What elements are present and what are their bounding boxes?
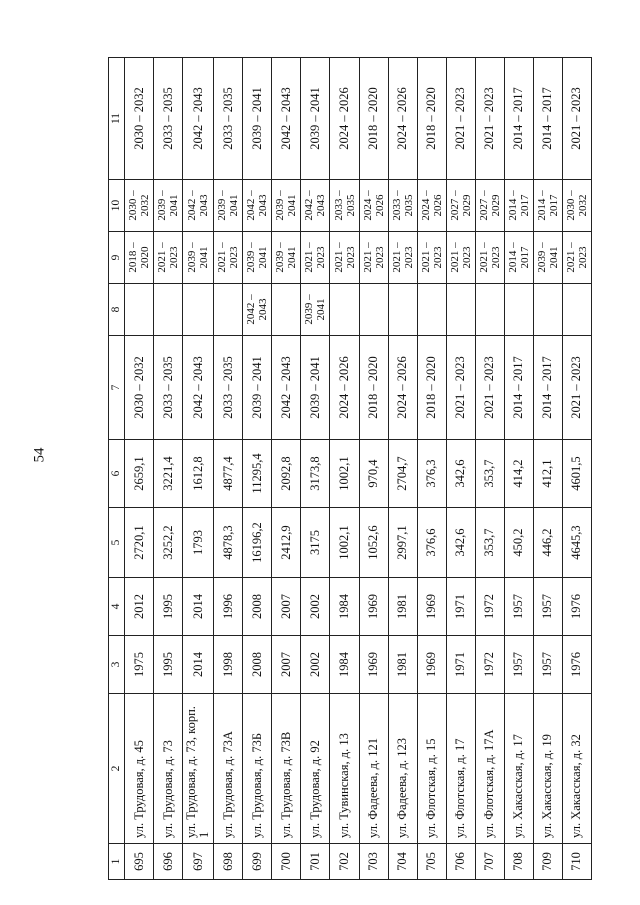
year-built-cell: 1969 [359,636,388,694]
table-body [125,58,592,880]
facade-period-cell: 2033 – 2035 [388,180,417,232]
overall-period-cell: 2018 – 2020 [359,58,388,180]
address-cell: ул. Трудовая, д. 73В [272,694,301,844]
year-built-cell: 1998 [214,636,243,694]
year-commissioned-cell: 1969 [417,578,446,636]
row-number-cell: 697 [183,844,214,880]
year-built-cell: 2008 [243,636,272,694]
table-row [388,58,417,880]
year-built-cell: 1981 [388,636,417,694]
engineering-period-cell [446,284,475,336]
year-commissioned-cell: 1981 [388,578,417,636]
facade-period-cell: 2030 – 2032 [125,180,154,232]
living-area-cell: 970,4 [359,440,388,508]
year-commissioned-cell: 2014 [183,578,214,636]
year-commissioned-cell: 1996 [214,578,243,636]
year-commissioned-cell: 1972 [475,578,504,636]
living-area-cell: 3221,4 [154,440,183,508]
year-commissioned-cell: 2012 [125,578,154,636]
repair-period-cell: 2033 – 2035 [214,336,243,440]
facade-period-cell: 2024 – 2026 [417,180,446,232]
roof-period-cell: 2021 – 2023 [214,232,243,284]
roof-period-cell: 2039 – 2041 [183,232,214,284]
total-area-cell: 376,6 [417,508,446,578]
repair-period-cell: 2042 – 2043 [183,336,214,440]
repair-period-cell: 2014 – 2017 [533,336,562,440]
living-area-cell: 376,3 [417,440,446,508]
overall-period-cell: 2033 – 2035 [214,58,243,180]
total-area-cell: 1002,1 [330,508,359,578]
year-built-cell: 1957 [533,636,562,694]
facade-period-cell: 2033 – 2035 [330,180,359,232]
rotated-table-container [108,58,592,880]
facade-period-cell: 2030 – 2032 [562,180,591,232]
facade-period-cell: 2042 – 2043 [301,180,330,232]
total-area-cell: 3175 [301,508,330,578]
overall-period-cell: 2021 – 2023 [446,58,475,180]
header-row [109,58,125,880]
year-commissioned-cell: 2002 [301,578,330,636]
column-header: 8 [109,284,125,336]
table-row [359,58,388,880]
overall-period-cell: 2021 – 2023 [562,58,591,180]
table-row [125,58,154,880]
roof-period-cell: 2021 – 2023 [562,232,591,284]
overall-period-cell: 2039 – 2041 [243,58,272,180]
roof-period-cell: 2021 – 2023 [417,232,446,284]
engineering-period-cell [154,284,183,336]
year-commissioned-cell: 1969 [359,578,388,636]
total-area-cell: 4645,3 [562,508,591,578]
row-number-cell: 701 [301,844,330,880]
overall-period-cell: 2033 – 2035 [154,58,183,180]
data-table [108,57,592,880]
year-built-cell: 1975 [125,636,154,694]
engineering-period-cell [475,284,504,336]
facade-period-cell: 2042 – 2043 [183,180,214,232]
facade-period-cell: 2014 – 2017 [504,180,533,232]
column-header: 7 [109,336,125,440]
repair-period-cell: 2018 – 2020 [359,336,388,440]
column-header: 4 [109,578,125,636]
overall-period-cell: 2021 – 2023 [475,58,504,180]
row-number-cell: 705 [417,844,446,880]
table-row [533,58,562,880]
repair-period-cell: 2042 – 2043 [272,336,301,440]
row-number-cell: 710 [562,844,591,880]
year-built-cell: 1995 [154,636,183,694]
repair-period-cell: 2021 – 2023 [562,336,591,440]
engineering-period-cell [214,284,243,336]
year-commissioned-cell: 2008 [243,578,272,636]
column-header: 3 [109,636,125,694]
column-header: 1 [109,844,125,880]
year-built-cell: 1969 [417,636,446,694]
engineering-period-cell [388,284,417,336]
column-header: 11 [109,58,125,180]
repair-period-cell: 2039 – 2041 [243,336,272,440]
row-number-cell: 699 [243,844,272,880]
year-commissioned-cell: 1995 [154,578,183,636]
total-area-cell: 450,2 [504,508,533,578]
roof-period-cell: 2021 – 2023 [330,232,359,284]
repair-period-cell: 2033 – 2035 [154,336,183,440]
roof-period-cell: 2021 – 2023 [359,232,388,284]
repair-period-cell: 2018 – 2020 [417,336,446,440]
total-area-cell: 342,6 [446,508,475,578]
year-commissioned-cell: 1976 [562,578,591,636]
repair-period-cell: 2039 – 2041 [301,336,330,440]
facade-period-cell: 2024 – 2026 [359,180,388,232]
repair-period-cell: 2024 – 2026 [388,336,417,440]
column-header: 2 [109,694,125,844]
row-number-cell: 698 [214,844,243,880]
year-built-cell: 1984 [330,636,359,694]
facade-period-cell: 2027 – 2029 [446,180,475,232]
column-header: 10 [109,180,125,232]
total-area-cell: 353,7 [475,508,504,578]
facade-period-cell: 2027 – 2029 [475,180,504,232]
table-row [475,58,504,880]
address-cell: ул. Трудовая, д. 73А [214,694,243,844]
address-cell: ул. Флотская, д. 17А [475,694,504,844]
address-cell: ул. Фадеева, д. 121 [359,694,388,844]
living-area-cell: 1002,1 [330,440,359,508]
engineering-period-cell [533,284,562,336]
address-cell: ул. Флотская, д. 15 [417,694,446,844]
row-number-cell: 702 [330,844,359,880]
total-area-cell: 2997,1 [388,508,417,578]
address-cell: ул. Трудовая, д. 92 [301,694,330,844]
repair-period-cell: 2021 – 2023 [475,336,504,440]
year-commissioned-cell: 1957 [533,578,562,636]
overall-period-cell: 2024 – 2026 [330,58,359,180]
living-area-cell: 414,2 [504,440,533,508]
year-built-cell: 2007 [272,636,301,694]
roof-period-cell: 2039 – 2041 [533,232,562,284]
engineering-period-cell [359,284,388,336]
address-cell: ул. Трудовая, д. 73Б [243,694,272,844]
engineering-period-cell [330,284,359,336]
living-area-cell: 412,1 [533,440,562,508]
row-number-cell: 700 [272,844,301,880]
living-area-cell: 342,6 [446,440,475,508]
year-commissioned-cell: 1984 [330,578,359,636]
engineering-period-cell [562,284,591,336]
address-cell: ул. Тувинская, д. 13 [330,694,359,844]
table-row [154,58,183,880]
living-area-cell: 11295,4 [243,440,272,508]
roof-period-cell: 2018 – 2020 [125,232,154,284]
year-commissioned-cell: 1957 [504,578,533,636]
total-area-cell: 3252,2 [154,508,183,578]
year-built-cell: 1957 [504,636,533,694]
overall-period-cell: 2042 – 2043 [183,58,214,180]
year-commissioned-cell: 2007 [272,578,301,636]
overall-period-cell: 2042 – 2043 [272,58,301,180]
address-cell: ул. Хакасская, д. 32 [562,694,591,844]
overall-period-cell: 2030 – 2032 [125,58,154,180]
address-cell: ул. Хакасская, д. 19 [533,694,562,844]
overall-period-cell: 2014 – 2017 [533,58,562,180]
total-area-cell: 1793 [183,508,214,578]
column-header: 9 [109,232,125,284]
table-row [214,58,243,880]
table-row [417,58,446,880]
table-row [504,58,533,880]
address-cell: ул. Фадеева, д. 123 [388,694,417,844]
table-row [272,58,301,880]
engineering-period-cell: 2042 – 2043 [243,284,272,336]
roof-period-cell: 2039 – 2041 [243,232,272,284]
living-area-cell: 353,7 [475,440,504,508]
repair-period-cell: 2024 – 2026 [330,336,359,440]
address-cell: ул. Трудовая, д. 73 [154,694,183,844]
roof-period-cell: 2021 – 2023 [301,232,330,284]
repair-period-cell: 2014 – 2017 [504,336,533,440]
total-area-cell: 4878,3 [214,508,243,578]
living-area-cell: 2092,8 [272,440,301,508]
table-row [330,58,359,880]
total-area-cell: 1052,6 [359,508,388,578]
roof-period-cell: 2014 – 2017 [504,232,533,284]
roof-period-cell: 2039 – 2041 [272,232,301,284]
table-row [183,58,214,880]
address-cell: ул. Хакасская, д. 17 [504,694,533,844]
repair-period-cell: 2021 – 2023 [446,336,475,440]
row-number-cell: 709 [533,844,562,880]
facade-period-cell: 2039 – 2041 [272,180,301,232]
engineering-period-cell [504,284,533,336]
year-commissioned-cell: 1971 [446,578,475,636]
engineering-period-cell [272,284,301,336]
roof-period-cell: 2021 – 2023 [388,232,417,284]
row-number-cell: 704 [388,844,417,880]
living-area-cell: 3173,8 [301,440,330,508]
year-built-cell: 1972 [475,636,504,694]
facade-period-cell: 2042 – 2043 [243,180,272,232]
row-number-cell: 703 [359,844,388,880]
facade-period-cell: 2039 – 2041 [214,180,243,232]
column-header: 6 [109,440,125,508]
table-wrapper [108,58,592,880]
row-number-cell: 695 [125,844,154,880]
page-number: 54 [31,447,48,463]
overall-period-cell: 2014 – 2017 [504,58,533,180]
facade-period-cell: 2014 – 2017 [533,180,562,232]
living-area-cell: 4601,5 [562,440,591,508]
living-area-cell: 4877,4 [214,440,243,508]
year-built-cell: 2002 [301,636,330,694]
table-row [301,58,330,880]
repair-period-cell: 2030 – 2032 [125,336,154,440]
row-number-cell: 708 [504,844,533,880]
engineering-period-cell [183,284,214,336]
facade-period-cell: 2039 – 2041 [154,180,183,232]
engineering-period-cell: 2039 – 2041 [301,284,330,336]
roof-period-cell: 2021 – 2023 [446,232,475,284]
total-area-cell: 16196,2 [243,508,272,578]
roof-period-cell: 2021 – 2023 [475,232,504,284]
table-row [446,58,475,880]
address-cell: ул. Трудовая, д. 73, корп. 1 [183,694,214,844]
column-header: 5 [109,508,125,578]
address-cell: ул. Флотская, д. 17 [446,694,475,844]
overall-period-cell: 2024 – 2026 [388,58,417,180]
total-area-cell: 2412,9 [272,508,301,578]
living-area-cell: 1612,8 [183,440,214,508]
living-area-cell: 2659,1 [125,440,154,508]
total-area-cell: 2720,1 [125,508,154,578]
row-number-cell: 696 [154,844,183,880]
living-area-cell: 2704,7 [388,440,417,508]
total-area-cell: 446,2 [533,508,562,578]
roof-period-cell: 2021 – 2023 [154,232,183,284]
table-row [243,58,272,880]
overall-period-cell: 2039 – 2041 [301,58,330,180]
year-built-cell: 1976 [562,636,591,694]
engineering-period-cell [125,284,154,336]
row-number-cell: 706 [446,844,475,880]
year-built-cell: 1971 [446,636,475,694]
year-built-cell: 2014 [183,636,214,694]
row-number-cell: 707 [475,844,504,880]
table-row [562,58,591,880]
overall-period-cell: 2018 – 2020 [417,58,446,180]
address-cell: ул. Трудовая, д. 45 [125,694,154,844]
engineering-period-cell [417,284,446,336]
